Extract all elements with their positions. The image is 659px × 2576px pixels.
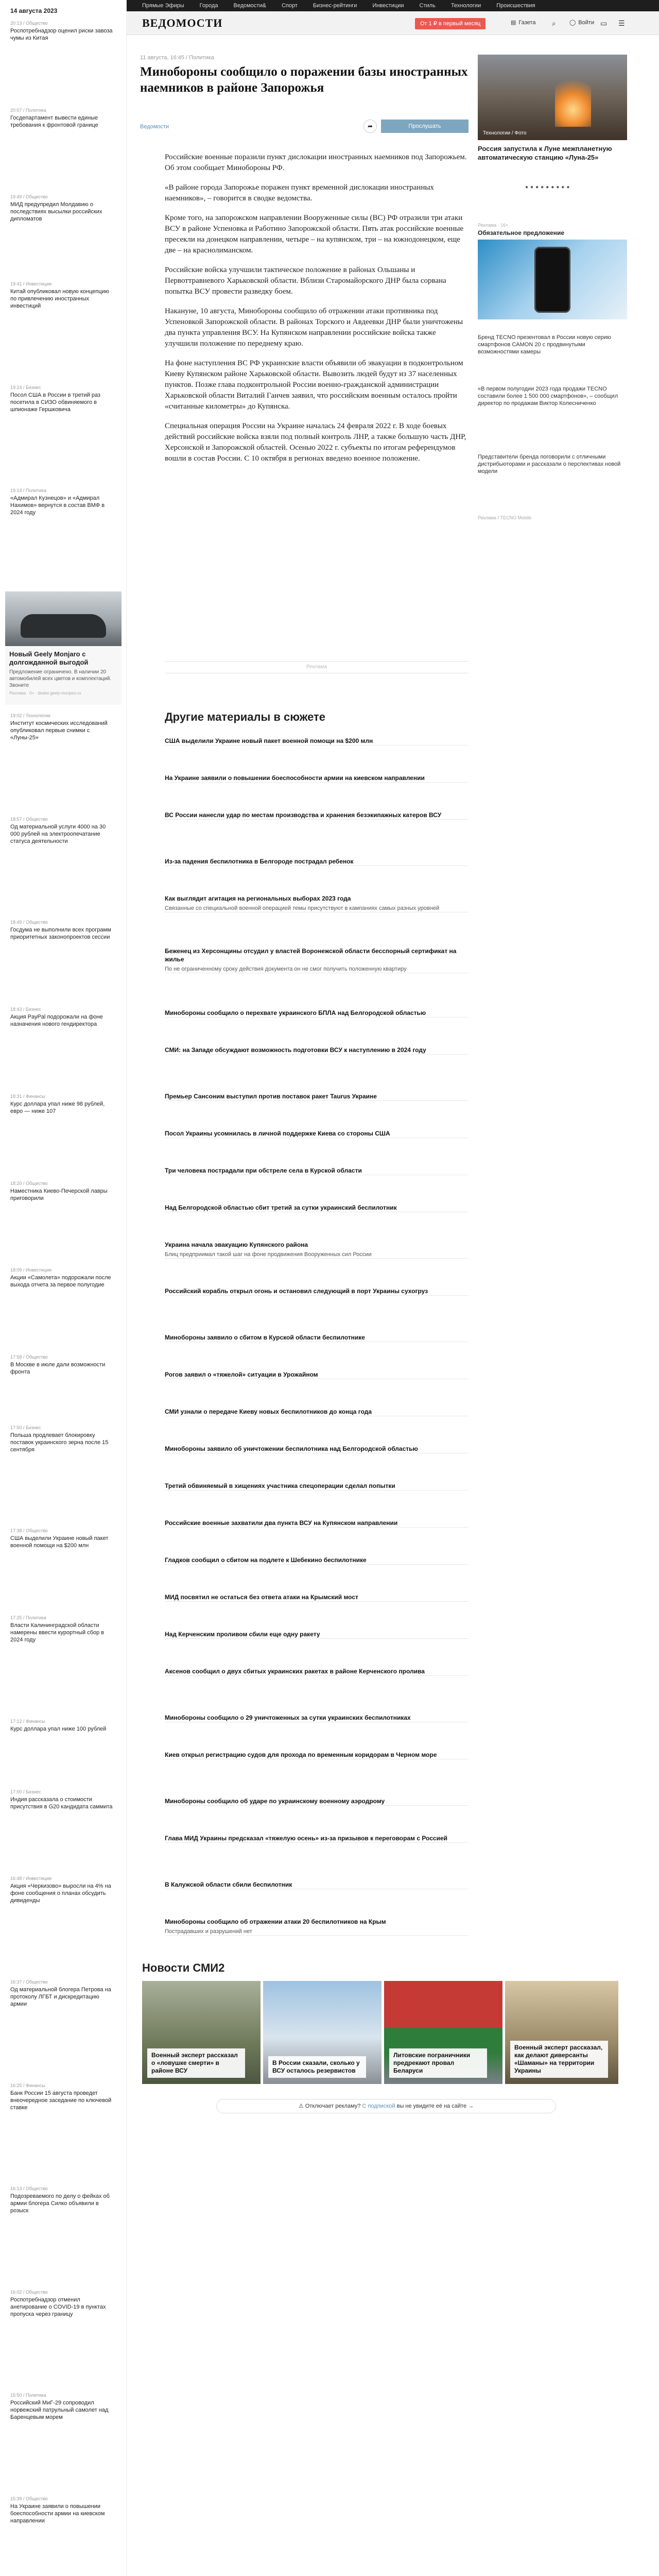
news-item-title: Институт космических исследований опубликовал первые снимки с «Луны-25» [10,720,108,741]
other-material-title: Беженец из Херсонщины отсудил у властей Воронежской области бесспорный сертификат на жилье [165,947,457,963]
topnav-item[interactable]: Города [199,3,218,9]
other-material-item[interactable] [165,1370,469,1379]
other-material-title: Киев открыл регистрацию судов для прохода по временным коридорам в Черном море [165,1751,437,1758]
ad-label: Реклама · 16+ [478,223,509,228]
left-news-item[interactable] [10,2496,113,2524]
other-material-desc: По не ограниченному сроку действия документа он не смог получить положенную квартиру [165,966,407,972]
other-material-title: На Украине заявили о повышении боеспособности армии на киевском направлении [165,774,425,782]
login-label: Войти [578,19,595,26]
article-paragraph: Накануне, 10 августа, Минобороны сообщило об отражении атаки противника под Успеновкой Запорожской области. В районах Торского и Авдеевки ДНР были уничтожены два пункта управления ВСУ. На Купянском направлении российские войска также улучшили положение по переднему краю. [165,307,463,348]
left-news-item[interactable] [10,1007,113,1028]
news-item-meta: 18:57 / Общество [10,816,48,822]
photo-story-tag: Технологии / Фото [483,130,527,136]
other-material-title: Российские военные захватили два пункта ВСУ на Купянском направлении [165,1519,398,1527]
left-news-item[interactable] [10,281,113,310]
other-material-title: Из-за падения беспилотника в Белгороде пострадал ребенок [165,858,354,865]
topnav-item[interactable]: Происшествия [496,3,535,9]
left-news-item[interactable] [10,1181,113,1202]
news-item-meta: 18:20 / Общество [10,1180,48,1186]
other-material-item[interactable] [165,1092,469,1101]
other-material-title: СМИ узнали о передаче Киеву новых беспилотников до конца года [165,1408,372,1415]
news-item-meta: 16:48 / Инвестиции [10,1876,52,1882]
other-material-item[interactable] [165,1834,469,1843]
other-material-title: СМИ: на Западе обсуждают возможность подготовки ВСУ к наступлению в 2024 году [165,1046,426,1054]
news-item-title: Од материальной блогера Петрова на протоколу ЛГБТ и дискредитацию армии [10,1986,111,2007]
banner-text-post: вы не увидите её на сайте [396,2103,467,2109]
news-item-title: Банк России 15 августа проведет внеочередное заседание по ключевой ставке [10,2090,112,2111]
smi2-card[interactable] [384,1981,502,2084]
left-news-item[interactable] [10,1719,113,1733]
other-material-desc: Блиц предприимал такой шаг на фоне продвижения Вооруженных сил России [165,1251,372,1258]
ad-small: Реклама · 0+ · dealer.geely-monjaro.ru [9,691,81,696]
news-item-meta: 15:50 / Политика [10,2393,46,2398]
rocket-launch-image [555,70,591,127]
left-news-item[interactable] [10,488,113,516]
search-icon[interactable]: ⌕ [552,19,556,27]
subscription-banner[interactable] [216,2099,556,2113]
other-material-item[interactable] [165,1593,469,1602]
ad-footer: Реклама / TECNO Mobile [478,515,532,520]
article-paragraph: Российские военные поразили пункт дислокации иностранных наемников под Запорожьем. Об этом сообщает Минобороны РФ. [165,153,467,172]
left-news-item[interactable] [10,1528,113,1549]
site-header [127,11,659,35]
left-news-item[interactable] [10,1425,113,1453]
other-material-title: Над Белгородской областью сбит третий за сутки украинский беспилотник [165,1204,397,1211]
arrow-right-icon: → [468,2103,474,2109]
other-material-title: Минобороны сообщило о перехвате украинского БПЛА над Белгородской областью [165,1009,426,1016]
news-item-meta: 17:00 / Бизнес [10,1789,41,1794]
other-material-item[interactable] [165,947,469,973]
left-news-column [0,0,127,2576]
news-item-meta: 17:58 / Общество [10,1354,48,1360]
news-item-title: МИД предупредил Молдавию о последствиях высылки российских дипломатов [10,201,102,223]
other-material-item[interactable] [165,1287,469,1296]
news-item-title: Роспотребнадзор оценил риски завоза чумы из Китая [10,28,113,41]
article-breadcrumb: 11 августа, 16:45 / Политика [140,55,214,61]
other-material-desc: Связанные со специальной военной операцией темы присутствуют в кампаниях самых разных уровней [165,905,440,911]
news-item-title: США выделили Украине новый пакет военной помощи на $200 млн [10,1535,109,1549]
news-item-meta: 15:39 / Общество [10,2496,48,2502]
other-material-item[interactable] [165,1445,469,1453]
other-material-item[interactable] [165,1714,469,1722]
other-material-item[interactable] [165,1918,469,1936]
news-item-meta: 17:12 / Финансы [10,1718,45,1724]
other-material-item[interactable] [165,1556,469,1565]
other-material-item[interactable] [165,1630,469,1639]
left-news-item[interactable] [10,817,113,845]
other-material-title: Посол Украины усомнилась в личной поддержке Киева со стороны США [165,1130,390,1137]
carousel-dots[interactable]: ●●●●●●●●● [525,184,572,190]
subscribe-button[interactable]: От 1 ₽ в первый месяц [415,18,485,29]
other-material-item[interactable] [165,894,469,912]
smi2-card-caption: Военный эксперт рассказал, как делают диверсанты «Шаманы» на территории Украины [510,2041,608,2078]
topnav-item[interactable]: Стиль [419,3,436,9]
banner-link[interactable]: С подпиской [362,2103,395,2109]
left-news-item[interactable] [10,1354,113,1376]
other-material-title: Как выглядит агитация на региональных выборах 2023 года [165,895,351,902]
left-news-item[interactable] [10,1615,113,1643]
other-material-title: Украина начала эвакуацию Купянского района [165,1241,308,1248]
news-item-title: В Москве в июле дали возможности фронта [10,1361,106,1375]
left-news-item[interactable] [10,2186,113,2214]
newspaper-label: Газета [518,19,536,26]
other-material-item[interactable] [165,1046,469,1055]
news-item-meta: 16:37 / Общество [10,1979,48,1985]
news-item-meta: 19:14 / Политика [10,488,46,494]
other-material-item[interactable] [165,737,469,745]
article-paragraph: На фоне наступления ВС РФ украинские власти объявили об эвакуации в подконтрольном Киеву Купянском районе Харьковской области. Вывозить людей будут из 37 населенных пунктов. Позже глава подконтрольной России военно-гражданской администрации Харьковской области Виталий Ганчев заявил, что российским военным осталось пройти «считанные километры» до Купянска. [165,359,463,411]
left-news-item[interactable] [10,385,113,413]
user-icon: ◯ [569,20,576,26]
topnav-item[interactable]: Инвестиции [372,3,404,9]
left-ad-block[interactable] [5,591,122,705]
news-item-meta: 19:02 / Технологии [10,713,50,719]
smi2-card-caption: Литовские пограничники предрекают провал Беларуси [389,2048,487,2078]
news-item-title: Госдепартамент вывести единые требования к фронтовой границе [10,114,98,128]
article-body [165,152,469,473]
left-news-item[interactable] [10,1876,113,1904]
news-item-title: Од материальной услуги 4000 на 30 000 рублей на электроопечатание статуса деятельности [10,823,106,844]
banner-text-pre: Отключает рекламу? [305,2103,362,2109]
left-news-item[interactable] [10,1979,113,2008]
other-material-title: Над Керченским проливом сбили еще одну ракету [165,1631,320,1638]
ad-list-item[interactable]: «В первом полугодии 2023 года продажи TECNO составили более 1 500 000 смартфонов», – сообщил директор по продажам Виктор Колесниченко [478,386,618,406]
left-news-item[interactable] [10,108,113,129]
other-material-title: Минобороны заявило об уничтожении беспилотника над Белгородской областью [165,1445,418,1452]
news-item-title: Акция PayPal подорожали на фоне назначения нового гендиректора [10,1014,103,1028]
news-item-title: На Украине заявили о повышении боеспособности армии на киевском направлении [10,2503,105,2524]
news-item-title: Госдума не выполнили всех программ приоритетных законопроектов сессии [10,927,111,941]
site-logo[interactable]: ВЕДОМОСТИ [142,16,223,29]
other-material-title: Третий обвиняемый в хищениях участника спецоперации сделал попытки [165,1482,395,1489]
menu-icon[interactable]: ☰ [618,19,625,27]
other-material-title: Российский корабль открыл огонь и остановил следующий в порт Украины сухогруз [165,1287,428,1295]
news-item-title: Курс доллара упал ниже 100 рублей [10,1725,107,1732]
newspaper-icon: ▤ [511,20,516,26]
ad-image [478,240,627,319]
news-item-meta: 18:43 / Бизнес [10,1007,41,1012]
ad-title: Новый Geely Monjaro с долгожданной выгодой [9,650,89,667]
left-news-item[interactable] [10,1094,113,1115]
other-material-item[interactable] [165,1129,469,1138]
other-material-title: МИД посвятил не остаться без ответа атаки на Крымский мост [165,1594,358,1601]
left-news-item[interactable] [10,920,113,941]
other-materials-title: Другие материалы в сюжете [165,710,326,723]
news-item-title: Подозреваемого по делу о фейках об армии блогера Силко объявили в розыск [10,2193,110,2214]
other-material-title: В Калужской области сбили беспилотник [165,1881,292,1888]
news-item-title: Китай опубликовал новую концепцию по привлечению иностранных инвестиций [10,289,109,310]
article-paragraph: Российские войска улучшили тактическое положение в районах Ольшаны и Первоттравневого Харьковской области. Вблизи Старомайорского ДНР была сорвана попытка ВСУ провести разведку боем. [165,266,446,296]
smartphone-image [534,247,570,313]
newspaper-link[interactable] [511,19,535,26]
news-item-title: Роспотребнадзор отменил анетирование о COVID-19 в пунктах пропуска через границу [10,2296,106,2317]
photo-story[interactable] [478,55,627,140]
news-item-meta: 16:25 / Финансы [10,2082,45,2088]
news-item-title: Власти Калининградской области намерены ввести курортный сбор в 2024 году [10,1622,105,1643]
article-headline: Минобороны сообщило о поражении базы иностранных наемников в районе Запорожья [140,65,468,95]
news-item-title: «Адмирал Кузнецов» и «Адмирал Нахимов» вернутся в состав ВМФ в 2024 году [10,495,105,516]
other-material-item[interactable] [165,1667,469,1676]
news-item-title: Посол США в России в третий раз посетила в СИЗО обвиняемого в шпионаже Гершковича [10,392,100,413]
other-material-title: Аксенов сообщил о двух сбитых украинских ракетах в районе Керченского пролива [165,1668,425,1675]
news-item-meta: 16:02 / Общество [10,2289,48,2295]
photo-story-caption[interactable]: Россия запустила к Луне межпланетную автоматическую станцию «Луна-25» [478,145,612,161]
car-ad-image [5,591,122,646]
topnav-item[interactable]: Ведомости& [233,3,266,9]
ad-text: Предложение ограничено. В наличии 20 автомобилей всех цветов и комплектаций. Звоните [9,669,112,689]
left-news-item[interactable] [10,1789,113,1810]
news-item-meta: 18:09 / Инвестиции [10,1267,52,1273]
smi2-card[interactable] [505,1981,618,2084]
other-material-title: Премьер Сансоним выступил против поставок ракет Taurus Украине [165,1093,377,1100]
warning-icon: ⚠ [298,2103,305,2109]
article-paragraph: «В районе города Запорожье поражен пункт временной дислокации иностранных наемников», – говорится в сводке ведомства. [165,183,434,202]
news-item-meta: 16:13 / Общество [10,2186,48,2192]
other-material-item[interactable] [165,1519,469,1528]
other-material-item[interactable] [165,1880,469,1889]
other-material-title: Гладков сообщил о сбитом на подлете к Шебекино беспилотнике [165,1556,367,1564]
left-news-item[interactable] [10,2290,113,2318]
login-link[interactable] [569,19,594,26]
listen-button[interactable]: Прослушать [381,120,469,133]
topnav-item[interactable]: Технологии [450,3,481,9]
other-material-item[interactable] [165,1751,469,1759]
topnav-item[interactable]: Спорт [281,3,298,9]
ad-strip: Реклама [165,661,469,673]
news-item-meta: 19:41 / Инвестиции [10,281,52,287]
other-material-title: Рогов заявил о «тяжелой» ситуации в Урожайном [165,1371,318,1378]
news-item-meta: 20:13 / Общество [10,21,48,26]
article-paragraph: Кроме того, на запорожском направлении Вооруженные силы (ВС) РФ отразили три атаки ВСУ в районе Успеновка и Работино Запорожской области. Пять атак российские военные пресекли на донецком направлении, четыре – на купянском, три – на южнодонецком, еще две – на краснолиманском. [165,214,464,255]
news-item-title: Акции «Самолета» подорожали после выхода отчета за первое полугодие [10,1275,111,1289]
ad-heading: Обязательное предложение [478,229,565,236]
other-material-title: США выделили Украине новый пакет военной помощи на $200 млн [165,737,373,744]
top-nav-bar [127,0,659,11]
other-material-item[interactable] [165,1482,469,1490]
smi2-title: Новости СМИ2 [142,1961,225,1974]
other-material-item[interactable] [165,1204,469,1212]
share-icon[interactable]: ➦ [363,120,377,133]
smi2-card-caption: Военный эксперт рассказал о «ловушке смерти» в районе ВСУ [147,2048,245,2078]
other-material-item[interactable] [165,1009,469,1018]
article-author[interactable]: Ведомости [140,124,169,130]
left-news-item[interactable] [10,713,113,741]
left-news-item[interactable] [10,2393,113,2421]
other-material-desc: Пострадавших и разрушений нет [165,1928,252,1935]
news-item-title: Акция «Черкизово» выросли на 4% на фоне сообщения о планах обсудить дивиденды [10,1883,111,1904]
smi2-card-caption: В России сказали, сколько у ВСУ осталось резервистов [268,2056,366,2078]
news-item-title: Курс доллара упал ниже 98 рублей, евро — ниже 107 [10,1100,105,1114]
other-material-item[interactable] [165,774,469,783]
other-material-item[interactable] [165,1241,469,1259]
news-item-meta: 20:07 / Политика [10,107,46,113]
left-column-date: 14 августа 2023 [10,7,58,14]
car-image [21,614,106,638]
other-material-title: Минобороны сообщило об отражении атаки 20 беспилотников на Крым [165,1918,386,1925]
news-item-meta: 17:25 / Политика [10,1615,46,1621]
news-item-meta: 18:49 / Общество [10,920,48,925]
news-item-title: Польша продлевает блокировку поставок украинского зерна после 15 сентября [10,1432,109,1453]
other-material-title: Минобороны сообщило о 29 уничтоженных за сутки украинских беспилотниках [165,1714,411,1721]
news-item-title: Российский МиГ-29 сопроводил норвежский патрульный самолет над Баренцевым морем [10,2400,109,2421]
other-material-item[interactable] [165,811,469,820]
bookmark-icon[interactable]: ▭ [600,19,608,27]
other-material-title: Три человека пострадали при обстреле села в Курской области [165,1167,362,1174]
other-material-title: Глава МИД Украины предсказал «тяжелую осень» из-за призывов к переговорам с Россией [165,1835,447,1842]
other-material-item[interactable] [165,857,469,866]
smi2-card[interactable] [263,1981,381,2084]
news-item-title: Индия рассказала о стоимости присутствия в G20 кандидата саммита [10,1796,113,1810]
topnav-item[interactable]: Бизнес-рейтинги [313,3,357,9]
other-material-item[interactable] [165,1166,469,1175]
smi2-card[interactable] [142,1981,261,2084]
article-paragraph: Специальная операция России на Украине началась 24 февраля 2022 г. В ходе боевых действий российские войска взяли под полный контроль ЛНР, а также большую часть ДНР, Херсонской и Запорожской областей. Осенью 2022 г. субъекты по итогам референдумов вошли в состав России. С 10 октября в регионах введено военное положение. [165,422,466,463]
news-item-meta: 17:50 / Бизнес [10,1425,41,1430]
left-news-item[interactable] [10,21,113,42]
left-news-item[interactable] [10,2083,113,2111]
other-material-title: Минобороны сообщило об ударе по украинскому военному аэродрому [165,1798,385,1805]
other-material-item[interactable] [165,1408,469,1416]
news-item-meta: 17:38 / Общество [10,1528,48,1534]
ad-list-item[interactable]: Представители бренда поговорили с отличными дистрибьюторами и рассказали о перспективах новой модели [478,454,621,474]
news-item-meta: 19:49 / Общество [10,194,48,200]
ad-list-item[interactable]: Бренд TECNO презентовал в России новую серию смартфонов CAMON 20 с продвинутыми возможностями камеры [478,334,611,355]
other-material-title: ВС России нанесли удар по местам производства и хранения безэкипажных катеров ВСУ [165,811,442,819]
other-material-item[interactable] [165,1797,469,1806]
news-item-meta: 19:24 / Бизнес [10,384,41,390]
left-news-item[interactable] [10,1267,113,1289]
right-ad-block[interactable] [478,223,627,319]
news-item-title: Наместника Киево-Печерской лавры приговорили [10,1188,108,1201]
news-item-meta: 18:31 / Финансы [10,1093,45,1099]
other-material-title: Минобороны заявило о сбитом в Курской области беспилотнике [165,1334,365,1341]
other-material-item[interactable] [165,1333,469,1342]
topnav-item[interactable]: Прямые Эфиры [142,3,184,9]
left-news-item[interactable] [10,194,113,223]
